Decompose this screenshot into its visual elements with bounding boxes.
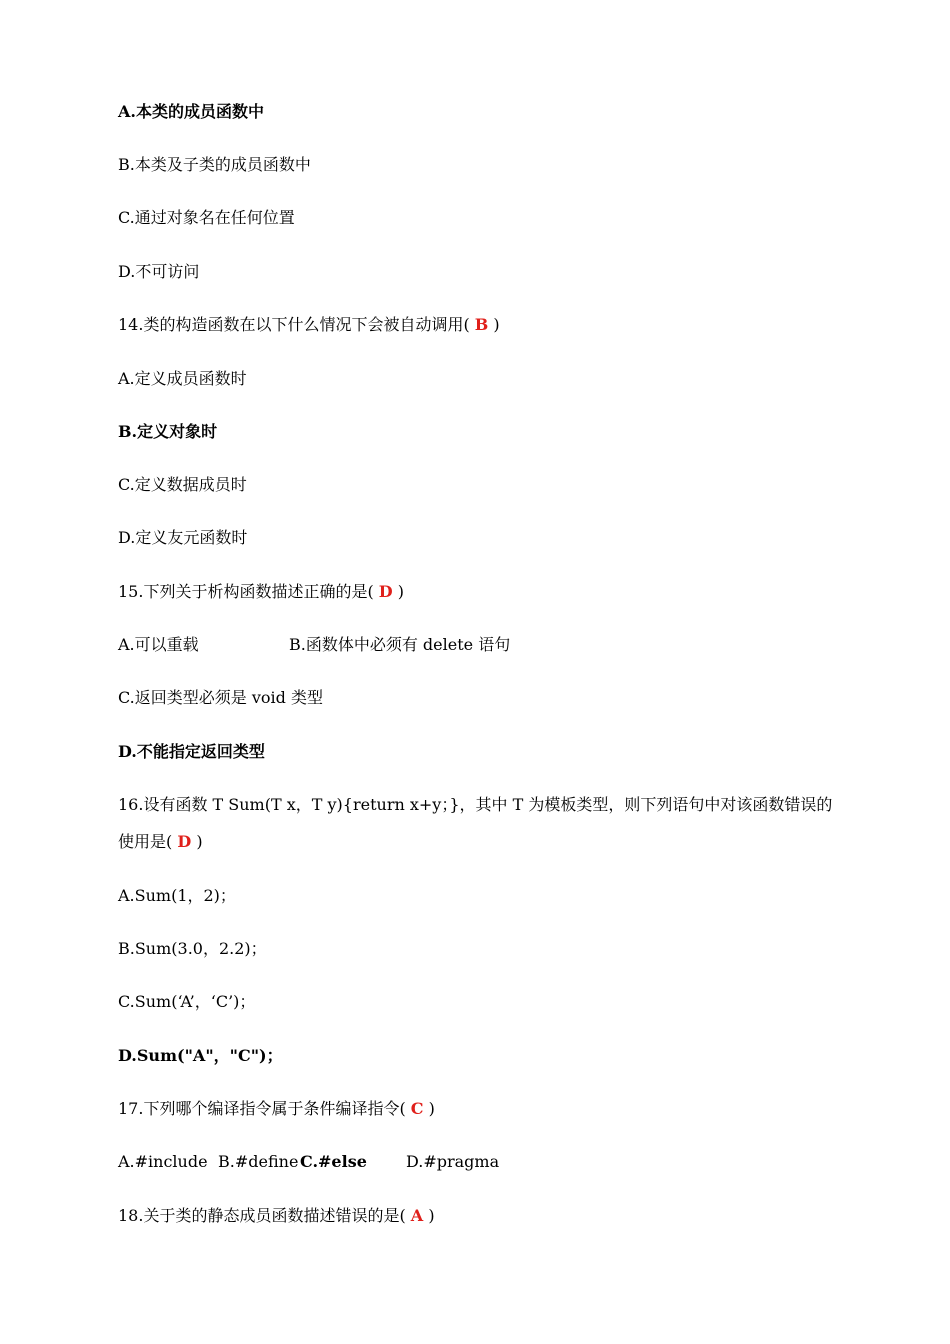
q14-option-b: B.定义对象时 <box>118 422 218 441</box>
q14-stem-text: 14.类的构造函数在以下什么情况下会被自动调用( <box>118 315 470 334</box>
q14-stem <box>118 315 500 335</box>
q14-option-c: C.定义数据成员时 <box>118 475 247 494</box>
q16-close-paren: ) <box>196 832 203 851</box>
q17-option-d: D.#pragma <box>406 1152 500 1171</box>
q13-option-c: C.通过对象名在任何位置 <box>118 208 295 227</box>
q17-option-a: A.#include <box>118 1152 208 1171</box>
q17-stem <box>118 1099 435 1119</box>
q17-options-row <box>118 1152 538 1172</box>
q17-close-paren: ) <box>428 1099 435 1118</box>
q15-option-c: C.返回类型必须是 void 类型 <box>118 688 323 707</box>
q14-close-paren: ) <box>493 315 500 334</box>
q18-stem-text: 18.关于类的静态成员函数描述错误的是( <box>118 1206 406 1225</box>
q14-answer: B <box>474 315 489 334</box>
q16-answer: D <box>177 832 192 851</box>
q15-stem <box>118 582 404 602</box>
q16-option-b: B.Sum(3.0，2.2)； <box>118 939 267 958</box>
q16-option-a: A.Sum(1，2)； <box>118 886 236 905</box>
q14-option-d: D.定义友元函数时 <box>118 528 248 547</box>
q18-answer: A <box>410 1206 424 1225</box>
q16-option-d: D.Sum("A"，"C")； <box>118 1046 283 1065</box>
q17-option-c: C.#else <box>300 1152 367 1171</box>
q15-option-b: B.函数体中必须有 delete 语句 <box>289 635 511 654</box>
q16-stem-line-1: 16.设有函数 T Sum(T x，T y){return x+y；}，其中 T 为模板类型，则下列语句中对该函数错误的 <box>118 795 833 814</box>
q15-option-d: D.不能指定返回类型 <box>118 742 265 761</box>
q16-stem-line-2 <box>118 832 203 852</box>
q13-option-b: B.本类及子类的成员函数中 <box>118 155 311 174</box>
q13-option-d: D.不可访问 <box>118 262 200 281</box>
q15-options-row-1 <box>118 635 618 655</box>
q15-close-paren: ) <box>397 582 405 601</box>
q18-close-paren: ) <box>428 1206 435 1225</box>
q14-option-a: A.定义成员函数时 <box>118 369 247 388</box>
q15-answer: D <box>378 582 393 601</box>
q13-option-a: A.本类的成员函数中 <box>118 102 264 121</box>
q17-stem-text: 17.下列哪个编译指令属于条件编译指令( <box>118 1099 406 1118</box>
q17-answer: C <box>410 1099 424 1118</box>
q15-stem-text: 15.下列关于析构函数描述正确的是( <box>118 582 374 601</box>
q16-option-c: C.Sum(‘A’，‘C’)； <box>118 992 256 1011</box>
q16-stem-text: 使用是( <box>118 832 173 851</box>
q15-option-a: A.可以重载 <box>118 635 199 654</box>
q18-stem <box>118 1206 435 1226</box>
q17-option-b: B.#define <box>218 1152 299 1171</box>
